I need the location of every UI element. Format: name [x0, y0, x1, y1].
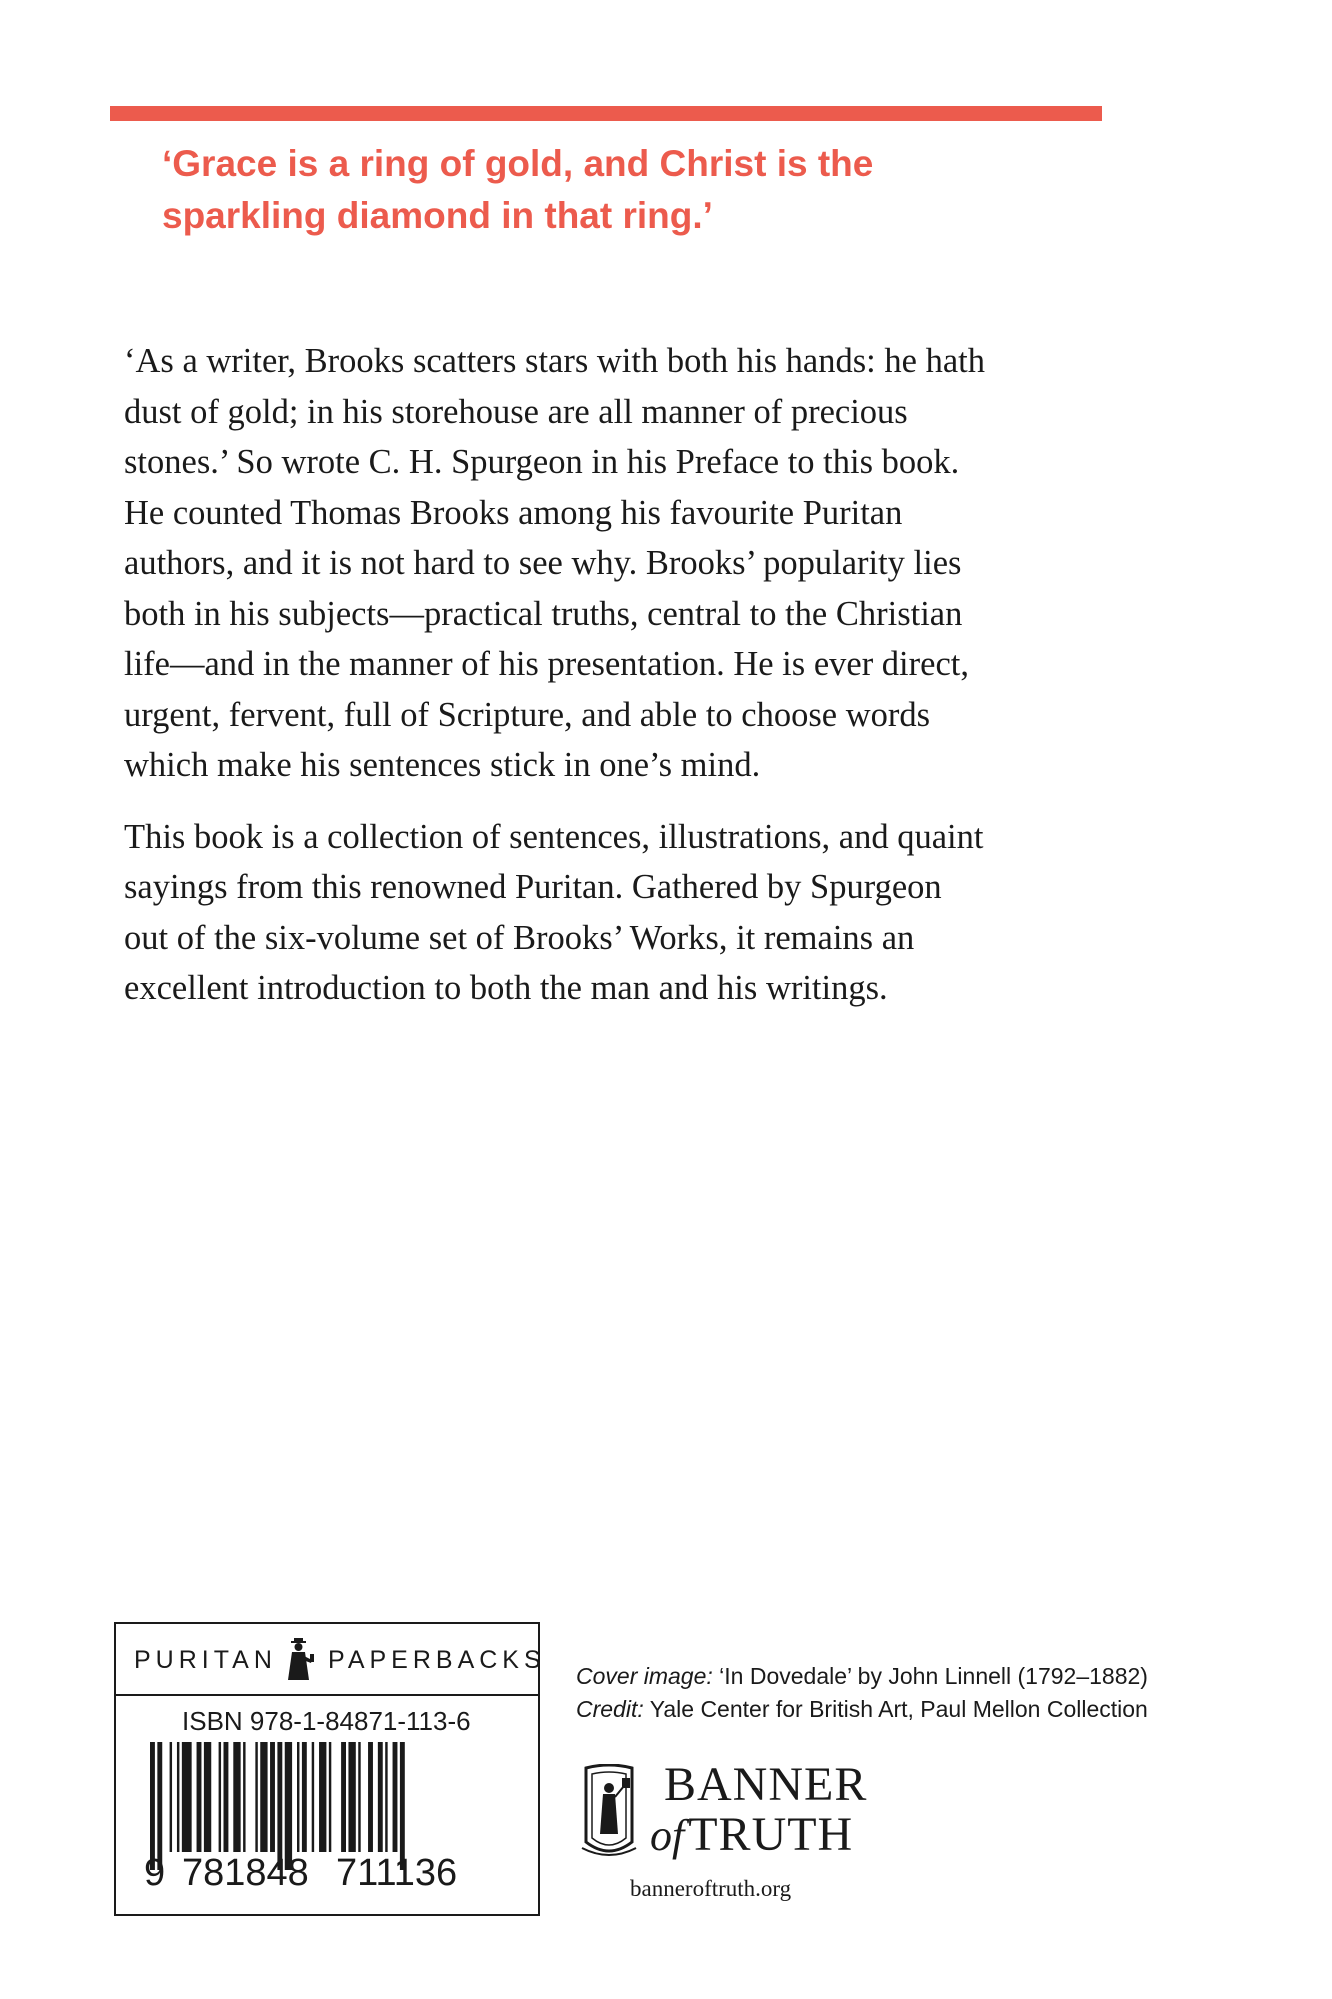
blurb-line: excellent introduction to both the man and his writings. — [124, 969, 888, 1007]
cover-credits — [576, 1660, 1196, 1726]
blurb-line: ‘As a writer, Brooks scatters stars with both his hands: he hath — [124, 342, 985, 380]
blurb-paragraph-2 — [124, 812, 1124, 1014]
blurb-line: which make his sentences stick in one’s mind. — [124, 746, 761, 784]
accent-bar — [110, 106, 1102, 121]
barcode-right-group: 711136 — [336, 1852, 458, 1894]
blurb-line: He counted Thomas Brooks among his favourite Puritan — [124, 493, 903, 532]
publisher-name-line-2 — [650, 1810, 853, 1861]
blurb-line: both in his subjects—practical truths, central to the Christian — [124, 594, 963, 633]
credit-label: Credit: — [576, 1696, 644, 1722]
puritan-figure-icon — [282, 1638, 316, 1682]
publisher-name-of: of — [650, 1811, 685, 1860]
blurb-line: out of the six-volume set of Brooks’ Works, it remains an — [124, 918, 915, 957]
barcode-first-digit: 9 — [144, 1852, 166, 1894]
series-name-right: PAPERBACKS — [328, 1646, 546, 1674]
credit-line — [576, 1693, 1196, 1726]
barcode-left-group: 781848 — [182, 1852, 309, 1894]
blurb-line: urgent, fervent, full of Scripture, and able to choose words — [124, 695, 931, 734]
publisher-website: banneroftruth.org — [630, 1876, 792, 1901]
pull-quote — [162, 138, 1062, 242]
pull-quote-line: sparkling diamond in that ring.’ — [162, 195, 713, 236]
series-name-left: PURITAN — [134, 1646, 277, 1674]
cover-image-text: ‘In Dovedale’ by John Linnell (1792–1882) — [712, 1663, 1148, 1689]
pull-quote-line: ‘Grace is a ring of gold, and Christ is the — [162, 143, 874, 184]
blurb-paragraph-1 — [124, 336, 1124, 791]
blurb-line: life—and in the manner of his presentation. He is ever direct, — [124, 645, 969, 683]
blurb — [124, 336, 1124, 1014]
cover-image-line — [576, 1660, 1196, 1693]
blurb-line: dust of gold; in his storehouse are all manner of precious — [124, 392, 908, 431]
credit-text: Yale Center for British Art, Paul Mellon Collection — [643, 1696, 1148, 1722]
isbn-box — [114, 1622, 546, 1916]
publisher-name-line-1: BANNER — [664, 1758, 868, 1811]
blurb-line: stones.’ So wrote C. H. Spurgeon in his Preface to this book. — [124, 443, 960, 481]
banner-of-truth-emblem-icon — [578, 1764, 640, 1862]
series-banner — [116, 1624, 546, 1696]
isbn-number: ISBN 978-1-84871-113-6 — [182, 1706, 471, 1736]
blurb-line: sayings from this renowned Puritan. Gathered by Spurgeon — [124, 868, 942, 906]
blurb-line: This book is a collection of sentences, illustrations, and quaint — [124, 817, 984, 856]
cover-image-label: Cover image: — [576, 1663, 713, 1689]
blurb-line: authors, and it is not hard to see why. Brooks’ popularity lies — [124, 544, 962, 582]
publisher-name-truth: TRUTH — [688, 1808, 854, 1861]
